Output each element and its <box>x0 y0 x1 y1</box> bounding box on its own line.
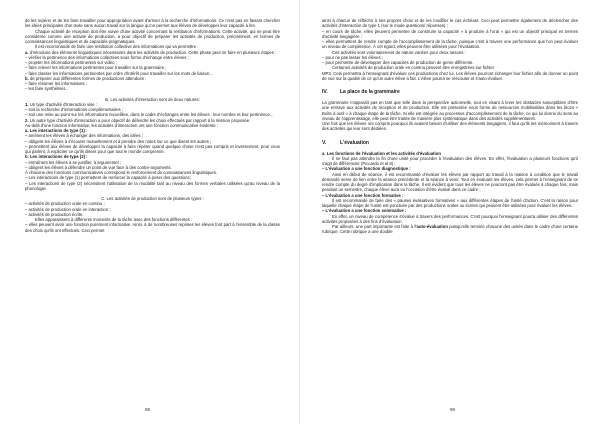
bold-label: b. Les interactions de type (2) : <box>25 154 88 160</box>
text-run: Au-delà d'une fonction informative, les activités d'interaction ont une fonction communicative évidente : <box>25 122 218 128</box>
text-run: – Les interactions de type (2) nécessitent l'utilisation de la modalité tant au niveau des formes verbales utilisées qu'au niveau de la phonologie. <box>25 180 280 191</box>
bold-label: a. Les fonctions de l'évaluation et les activités d'évaluation <box>322 150 441 156</box>
right-page-text <box>322 18 578 235</box>
text-run: Un autre type d'activité d'interaction a pour objectif de défendre les choix effectués par rapport à la mission proposée. <box>28 117 251 123</box>
paragraph <box>25 181 280 192</box>
paragraph <box>25 222 280 233</box>
text-run: Chaque activité de réception doit être suivie d'une activité concernant la restitution d'informations. Cette activité, qui ne peut être considérée comme une activité de production, a pour objectif de préparer les activités de production, précisément, en termes de connaissances linguistiques et de capacités pragmatiques. <box>25 28 280 44</box>
text-run: Elles apparaissent à différents moments de la tâche avec des fonctions différentes : <box>35 217 193 222</box>
spacer <box>322 132 578 140</box>
text-run: – elles peuvent avoir une fonction purement informative. Ainsi, à de nombreuses reprises les élèves font part à l'ensemble de la classe des choix qu'ils ont effectués. Ceci permet <box>25 222 280 233</box>
paragraph <box>322 172 578 193</box>
text-run: – projeter les informations pertinentes sur vidéo ; <box>25 60 117 65</box>
paragraph <box>322 156 578 167</box>
text-run: – activités de production écrite. <box>25 211 84 217</box>
text-run: – amènent les élèves à échanger des informations, des idées ; <box>25 133 143 139</box>
text-run: – faire résumer les informations ; <box>25 81 87 86</box>
text-run: – soit une mise au point sur les informations recueillies, dans le cadre d'échanges entre les élèves : leur nombre et leur pertinence... <box>25 112 274 118</box>
spacer <box>322 81 578 89</box>
paragraph <box>25 18 280 29</box>
text-run: – Les interactions de type (1) permettent de renforcer la capacité à poser des questions; <box>25 175 191 181</box>
bold-run: l'auto-évaluation <box>414 224 448 229</box>
bold-label: – L'évaluation a une fonction diagnostique : <box>322 166 411 172</box>
section-title: La place de la grammaire <box>340 89 400 95</box>
left-page-text <box>25 18 280 233</box>
text-run: – pour ne pas lasser les élèves ; <box>322 54 383 60</box>
text-run: – obligent les élèves à s'écouter mutuellement et à prendre des notes sur ce que disent les autres ; <box>25 138 212 144</box>
bold-label: b. <box>25 75 29 81</box>
text-run: – elles permettent de rendre compte de l'accomplissement de la tâche, puisque c'est à travers une performance que l'on peut évaluer un niveau de compétence. À cet égard, elles peuvent être utilisées pour l'évaluation. <box>322 39 578 50</box>
paragraph <box>25 144 280 155</box>
text-run: Il est recommandé de faire une restitution collective des informations qui va permettre : <box>35 44 199 50</box>
text-run: – vérifier la pertinence des informations collectées sous forme d'échange entre élèves ; <box>25 54 189 60</box>
paragraph <box>25 29 280 45</box>
italic-run: supplémentaires <box>503 115 535 121</box>
section-title: L'évaluation <box>340 139 369 146</box>
text-run: Ainsi en début de séance, il est recommandé d'évaluer les élèves par rapport au travail à la maison à condition que le travail demandé serve de lien entre la séance précédente et la séance à venir. Tout en évaluant les élèves, cela permet à l'enseignant de se rendre compte du degré d'implication dans la tâche. Il est évident que tous les élèves ne pourront pas être évalués à chaque fois, mais pendant un semestre, chaque élève aura eu l'occasion d'être évalué dans ce cadre ; <box>322 171 578 193</box>
left-page-number: 98 <box>145 407 151 412</box>
paragraph <box>322 71 578 82</box>
bold-label: 2. <box>25 117 29 123</box>
text-run: C. Les activités de production sont de plusieurs types : <box>101 196 204 201</box>
text-run: Par ailleurs, une part importante est faite à <box>332 224 415 229</box>
text-run: MP3. Cela permettra à l'enseignant d'évaluer ces productions chez lui. Les élèves pourront échanger leur fichier afin de donner un point de vue sur la qualité de ce qu'un autre élève a fait. L'élève pourra se réécouter et s'auto-évaluer. <box>322 70 578 81</box>
text-run: Il ne faut pas attendre la fin d'une unité pour procéder à l'évaluation des élèves. En effet, l'évaluation a plusieurs fonctions qu'il s'agit de différencier (Piccardo et al 8) : <box>322 155 578 166</box>
text-run: Certaines activités de production orale en continu peuvent être enregistrées sur fichier <box>332 65 495 71</box>
right-page-number: 99 <box>450 407 456 412</box>
bold-label: a. Les interactions de type (1) : <box>25 128 88 133</box>
paragraph <box>322 224 578 235</box>
text-run: – pour permettre de développer des capacités de production de genre différents. <box>322 60 474 65</box>
text-run: de les repérer et de les faire travailler pour appropriation avant d'arriver à la recherche d'informations. Ce n'est pas en faisant chercher les idées principales d'un texte sans aucun travail sur la langue qu'on permet aux élèves de développer leur capacité à lire. <box>25 18 280 29</box>
bold-label: – L'évaluation a une fonction sommative : <box>322 208 407 214</box>
paragraph <box>322 39 578 50</box>
section-number: IV. <box>322 89 328 95</box>
text-run: – en cours de tâche, elles peuvent permettre de construire la capacité « à produire à l'oral » qui est un objectif principal en termes d'activité langagière ; <box>322 28 578 39</box>
paragraph <box>322 214 578 225</box>
bold-label: a. <box>25 49 29 55</box>
text-run: – entraînent les élèves à se justifier, à argumenter ; <box>25 159 122 165</box>
text-run: – obligent les élèves à défendre un point de vue face à des contre-arguments. <box>25 164 172 170</box>
text-run: – permettent aux élèves de développer la capacité à faire répéter quand quelque chose n'est pas compris et inversement, pour ceux qui parlent, à expliciter ce qu'ils disent pour que tout le monde comprenne. <box>25 143 280 154</box>
text-run: Ces activités sont volontairement de nature variées pour deux raisons : <box>332 49 466 55</box>
text-run: La grammaire n'apparaît pas en tant que telle dans la perspective actionnelle, tout en visant à lever les obstacles susceptibles d'être une entrave aux activités de réception et de production. Elle est présentée sous forme de ressources mobilisables dans les blocs « Boîte à outil » à chaque étape de la tâche. Si elle est intégrée au processus d'accomplissement de la tâche, ce qui lui donne du sens au niveau de l'apprentissage, elle peut être traitée de manière plus systématique dans des activités <box>322 100 578 121</box>
text-run: – faire classer les informations pertinentes par ordre d'intérêt pour travailler sur les mots de liaison... <box>25 70 213 76</box>
text-run: de préparer aux différentes formes de productions attendues : <box>28 75 147 81</box>
text-run: Une fois que les élèves ont compris pourquoi ils avaient besoin d'utiliser des éléments langagiers, il faut qu'ils les mémorisent à travers des activités qui leur sont dédiées. <box>322 121 578 132</box>
text-run: – faire relever les informations pertinentes pour travailler sur la grammaire ; <box>25 65 167 71</box>
text-run: En effet, un niveau de compétence s'évalue à travers des performances. C'est pourquoi l'enseignant pourra utiliser des différentes activités proposées à des fins d'évaluation. <box>322 213 578 224</box>
paragraph <box>322 29 578 40</box>
text-run: . <box>534 115 537 121</box>
text-run: B. Les activités d'interaction sont de deux natures: <box>105 96 200 102</box>
text-run: puisqu'elle termine chacune des unités dans le cadre d'une certaine rubrique. Cette rubrique a une double <box>322 224 578 235</box>
right-page <box>300 0 600 424</box>
text-run: – soit la recherche d'informations complémentaires ; <box>25 107 124 112</box>
section-number: V. <box>322 139 327 146</box>
paragraph <box>322 198 578 209</box>
text-run: – activités de production orale en continu ; <box>25 201 105 207</box>
paragraph <box>322 100 578 121</box>
bold-label: 1. <box>25 101 29 107</box>
text-run: ainsi à chacun de réfléchir à ses propres choix et de les modifier le cas échéant. Ceci peut permettre également de déclencher des activités d'interaction de type 1 (sur le mode questions/ réponses) ; <box>322 18 578 29</box>
bold-label: – L'évaluation a une fonction formative : <box>322 192 404 198</box>
paragraph <box>322 121 578 132</box>
text-run: d'introduire des éléments linguistiques nécessaires dans les activités de production. Cette phase peut se faire en plusieurs étapes : <box>28 49 277 55</box>
text-run: À chacune des fonctions communicatives correspond le renforcement de connaissances linguistiques. <box>25 170 218 175</box>
text-run: – les faire synthétiser... <box>25 86 69 92</box>
text-run: Un type d'activité d'interaction vise : <box>28 101 98 107</box>
text-run: – activités de production orale en interaction ; <box>25 206 111 212</box>
paragraph <box>322 18 578 29</box>
text-run: Il est recommandé de faire des « pauses évaluatives formatives » aux différentes étapes de l'unité d'action. C'est la raison pour laquelle chaque étape de l'unité est ponctuée par des productions orales ou écrites qui peuvent être utilisées pour évaluer les élèves. <box>322 197 578 208</box>
